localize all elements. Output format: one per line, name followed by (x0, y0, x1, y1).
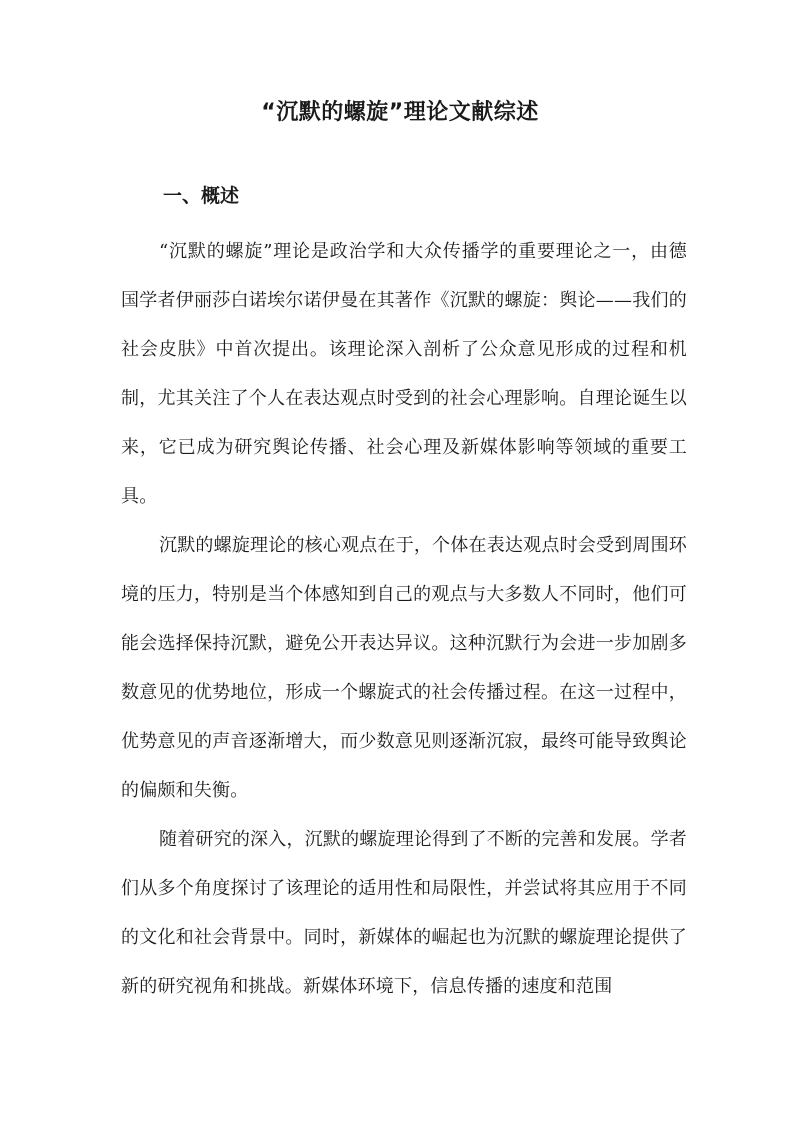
section-heading: 一、概述 (163, 185, 240, 207)
paragraph-1: “沉默的螺旋”理论是政治学和大众传播学的重要理论之一，由德国学者伊丽莎白诺埃尔诺伊曼在其著作《沉默的螺旋：舆论——我们的社会皮肤》中首次提出。该理论深入剖析了公众意见形成的过程和机制，尤其关注了个人在表达观点时受到的社会心理影响。自理论诞生以来，它已成为研究舆论传播、社会心理及新媒体影响等领域的重要工具。 (121, 241, 687, 507)
paragraph-3: 随着研究的深入，沉默的螺旋理论得到了不断的完善和发展。学者们从多个角度探讨了该理论的适用性和局限性，并尝试将其应用于不同的文化和社会背景中。同时，新媒体的崛起也为沉默的螺旋理论提供了新的研究视角和挑战。新媒体环境下，信息传播的速度和范围 (121, 829, 687, 997)
document-body (121, 227, 687, 1011)
page-title: “沉默的螺旋”理论文献综述 (261, 100, 539, 125)
paragraph-2: 沉默的螺旋理论的核心观点在于，个体在表达观点时会受到周围环境的压力，特别是当个体感知到自己的观点与大多数人不同时，他们可能会选择保持沉默，避免公开表达异议。这种沉默行为会进一步加剧多数意见的优势地位，形成一个螺旋式的社会传播过程。在这一过程中，优势意见的声音逐渐增大，而少数意见则逐渐沉寂，最终可能导致舆论的偏颇和失衡。 (121, 535, 687, 801)
